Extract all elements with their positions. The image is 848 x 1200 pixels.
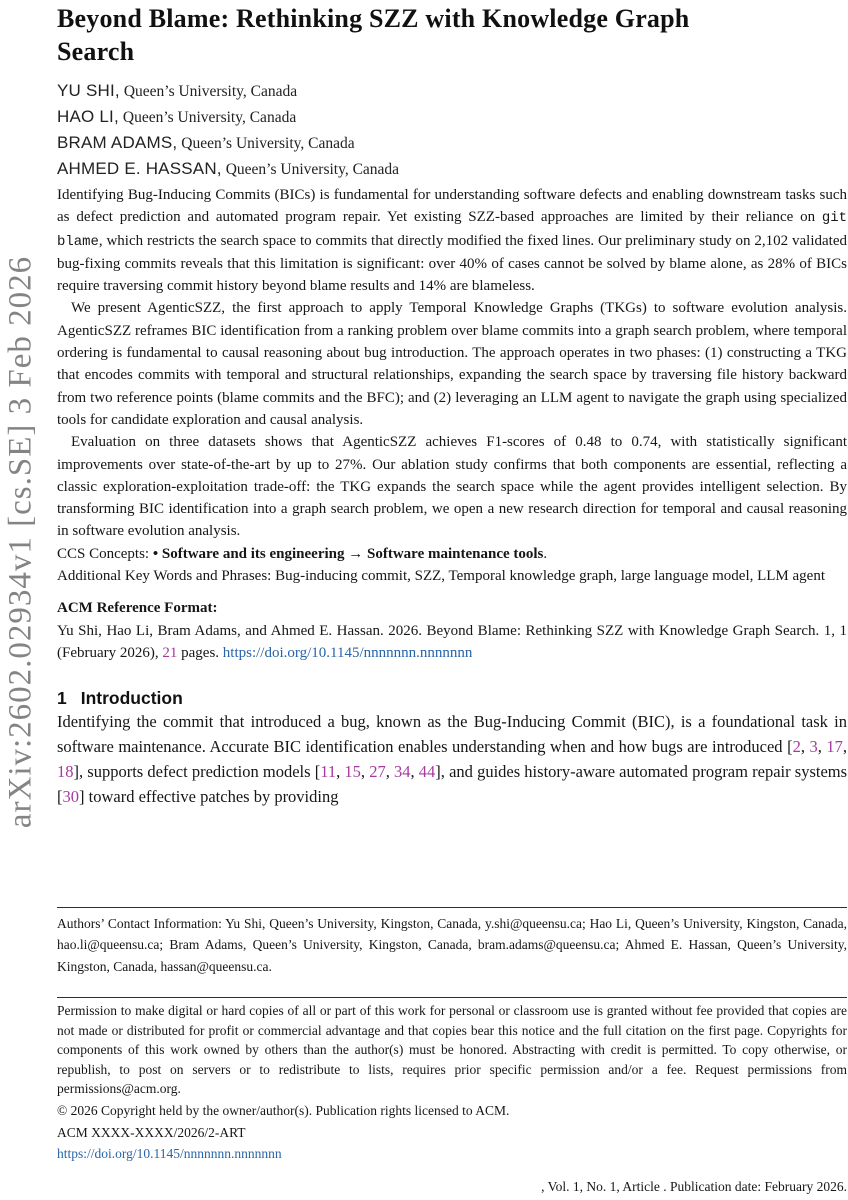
author-name: AHMED E. HASSAN, — [57, 159, 222, 178]
text-run: , — [842, 737, 847, 757]
abstract-paragraph-3 — [57, 431, 847, 542]
paper-title — [57, 2, 847, 68]
paper-title-line-2: Search — [57, 37, 135, 66]
text-run: ], supports defect prediction models [ — [73, 761, 321, 781]
text-run: Software maintenance tools — [367, 545, 544, 562]
text-run: , — [410, 761, 419, 781]
author-name: BRAM ADAMS, — [57, 133, 178, 152]
section-heading — [57, 686, 847, 710]
author-name: YU SHI, — [57, 81, 120, 100]
footnote-rule — [57, 907, 847, 908]
abstract-paragraph-1 — [57, 184, 847, 297]
citation-link[interactable]: 21 — [162, 644, 178, 661]
text-run: CCS Concepts: — [57, 545, 153, 562]
text-run: , — [385, 761, 394, 781]
author-line — [57, 104, 847, 130]
permission-footnote-block — [57, 997, 847, 1164]
journal-footer-line: , Vol. 1, No. 1, Article . Publication date: February 2026. — [541, 1179, 847, 1194]
text-run: We present AgenticSZZ, the first approach to apply Temporal Knowledge Graphs (TKGs) to software evolution analysis. AgenticSZZ reframes BIC identification from a ranking problem over blame commits into a graph search problem, where temporal ordering is fundamental to causal reasoning about bug introduction. The approach operates in two phases: (1) constructing a TKG that encodes commits with temporal and structural relationships, expanding the search space by traversing file history backward from two reference points (blame commits and the BFC); and (2) leveraging an LLM agent to navigate the graph using specialized tools for candidate exploration and causal analysis. — [57, 300, 847, 428]
author-affiliation: Queen’s University, Canada — [225, 161, 400, 178]
text-run: ], and guides history-aware automated program repair systems [ — [57, 761, 848, 806]
citation-link[interactable]: 30 — [62, 786, 79, 806]
text-run: . — [543, 545, 548, 562]
acm-issn-line: ACM XXXX-XXXX/2026/2-ART — [57, 1124, 246, 1140]
front-matter — [57, 184, 847, 809]
author-name: HAO LI, — [57, 107, 119, 126]
text-run: Identifying the commit that introduced a bug, known as the Bug-Inducing Commit (BIC), is a foundational task in software maintenance. Accurate BIC identification enables understanding when and how bugs are introduced [ — [57, 712, 847, 757]
citation-link[interactable]: 34 — [394, 761, 411, 781]
citation-link[interactable]: 44 — [418, 761, 436, 781]
doi-link[interactable]: https://doi.org/10.1145/nnnnnnn.nnnnnnn — [57, 1146, 282, 1162]
text-run: • — [152, 545, 162, 562]
author-line — [57, 130, 847, 156]
text-run: , — [336, 761, 345, 781]
text-run: pages. — [177, 644, 223, 661]
text-run: Identifying Bug-Inducing Commits (BICs) is fundamental for understanding software defects and enabling downstream tasks such as defect prediction and automated program repair. Yet existing SZZ-based approaches are limited by their reliance on — [57, 187, 847, 226]
citation-link[interactable]: 15 — [344, 761, 361, 781]
author-affiliation: Queen’s University, Canada — [122, 109, 297, 126]
section-title: Introduction — [80, 688, 183, 709]
inline-code: git blame — [57, 210, 847, 250]
citation-link[interactable]: 27 — [369, 761, 386, 781]
acm-reference-heading: ACM Reference Format: — [57, 600, 218, 617]
copyright-line: © 2026 Copyright held by the owner/author(s). Publication rights licensed to ACM. — [57, 1102, 510, 1118]
text-run: , — [800, 737, 810, 757]
footnote-rule — [57, 997, 847, 998]
keywords-line: Additional Key Words and Phrases: Bug-inducing commit, SZZ, Temporal knowledge graph, large language model, LLM agent — [57, 568, 826, 585]
section-number: 1 — [57, 688, 67, 709]
abstract-paragraph-2 — [57, 297, 847, 431]
author-affiliation: Queen’s University, Canada — [123, 83, 298, 100]
url-link[interactable]: https://doi.org/10.1145/nnnnnnn.nnnnnnn — [222, 644, 473, 661]
authors-contact-note: Authors’ Contact Information: Yu Shi, Queen’s University, Kingston, Canada, y.shi@queensu.ca; Hao Li, Queen’s University, Kingston, Canada, hao.li@queensu.ca; Bram Adams, Queen’s University, Kingston, Canada, bram.adams@queensu.ca; Ahmed E. Hassan, Queen’s University, Kingston, Canada, hassan@queensu.ca. — [57, 916, 847, 974]
permission-note: Permission to make digital or hard copies of all or part of this work for personal or classroom use is granted without fee provided that copies are not made or distributed for profit or commercial advantage and that copies bear this notice and the full citation on the first page. Copyrights for components of this work owned by others than the author(s) must be honored. Abstracting with credit is permitted. To copy otherwise, or republish, to post on servers or to redistribute to lists, requires prior specific permission and/or a fee. Request permissions from permissions@acm.org. — [57, 1003, 847, 1097]
author-affiliation: Queen’s University, Canada — [181, 135, 355, 152]
citation-link[interactable]: 17 — [826, 737, 843, 757]
citation-link[interactable]: 18 — [57, 761, 74, 781]
text-run: → — [344, 545, 368, 562]
ccs-concepts-line — [57, 543, 847, 565]
author-line — [57, 78, 847, 104]
authors-block — [57, 78, 847, 182]
text-run: , which restricts the search space to commits that directly modified the fixed lines. Our preliminary study on 2,102 validated bug-fixing commits reveals that this limitation is significant: over 40% of cases cannot be solved by blame alone, as 28% of BICs require traversing commit history beyond blame results and 14% are blameless. — [57, 232, 847, 295]
text-run: Yu Shi, Hao Li, Bram Adams, and Ahmed E. Hassan. 2026. Beyond Blame: Rethinking SZZ with Knowledge Graph Search. 1, 1 (February 2026), — [57, 622, 847, 661]
acm-reference-text — [57, 620, 847, 665]
citation-link[interactable]: 2 — [792, 737, 801, 757]
arxiv-watermark: arXiv:2602.02934v1 [cs.SE] 3 Feb 2026 — [2, 255, 39, 829]
paper-title-line-1: Beyond Blame: Rethinking SZZ with Knowledge Graph — [57, 4, 690, 33]
citation-link[interactable]: 11 — [320, 761, 337, 781]
text-run: Evaluation on three datasets shows that AgenticSZZ achieves F1-scores of 0.48 to 0.74, with statistically significant improvements over state-of-the-art by up to 27%. Our ablation study confirms that both components are essential, reflecting a classic exploration-exploitation trade-off: the TKG expands the search space while the agent provides intelligent selection. By transforming BIC identification into a graph search problem, we open a new research direction for temporal and causal reasoning in software evolution analysis. — [57, 434, 847, 540]
intro-paragraph — [57, 710, 847, 809]
text-run: , — [360, 761, 370, 781]
citation-link[interactable]: 3 — [809, 737, 818, 757]
text-run: , — [817, 737, 827, 757]
text-run: ] toward effective patches by providing — [79, 786, 339, 806]
contact-footnote-block — [57, 907, 847, 977]
text-run: Software and its engineering — [161, 545, 345, 562]
acm-reference-block — [57, 597, 847, 664]
author-line — [57, 156, 847, 182]
